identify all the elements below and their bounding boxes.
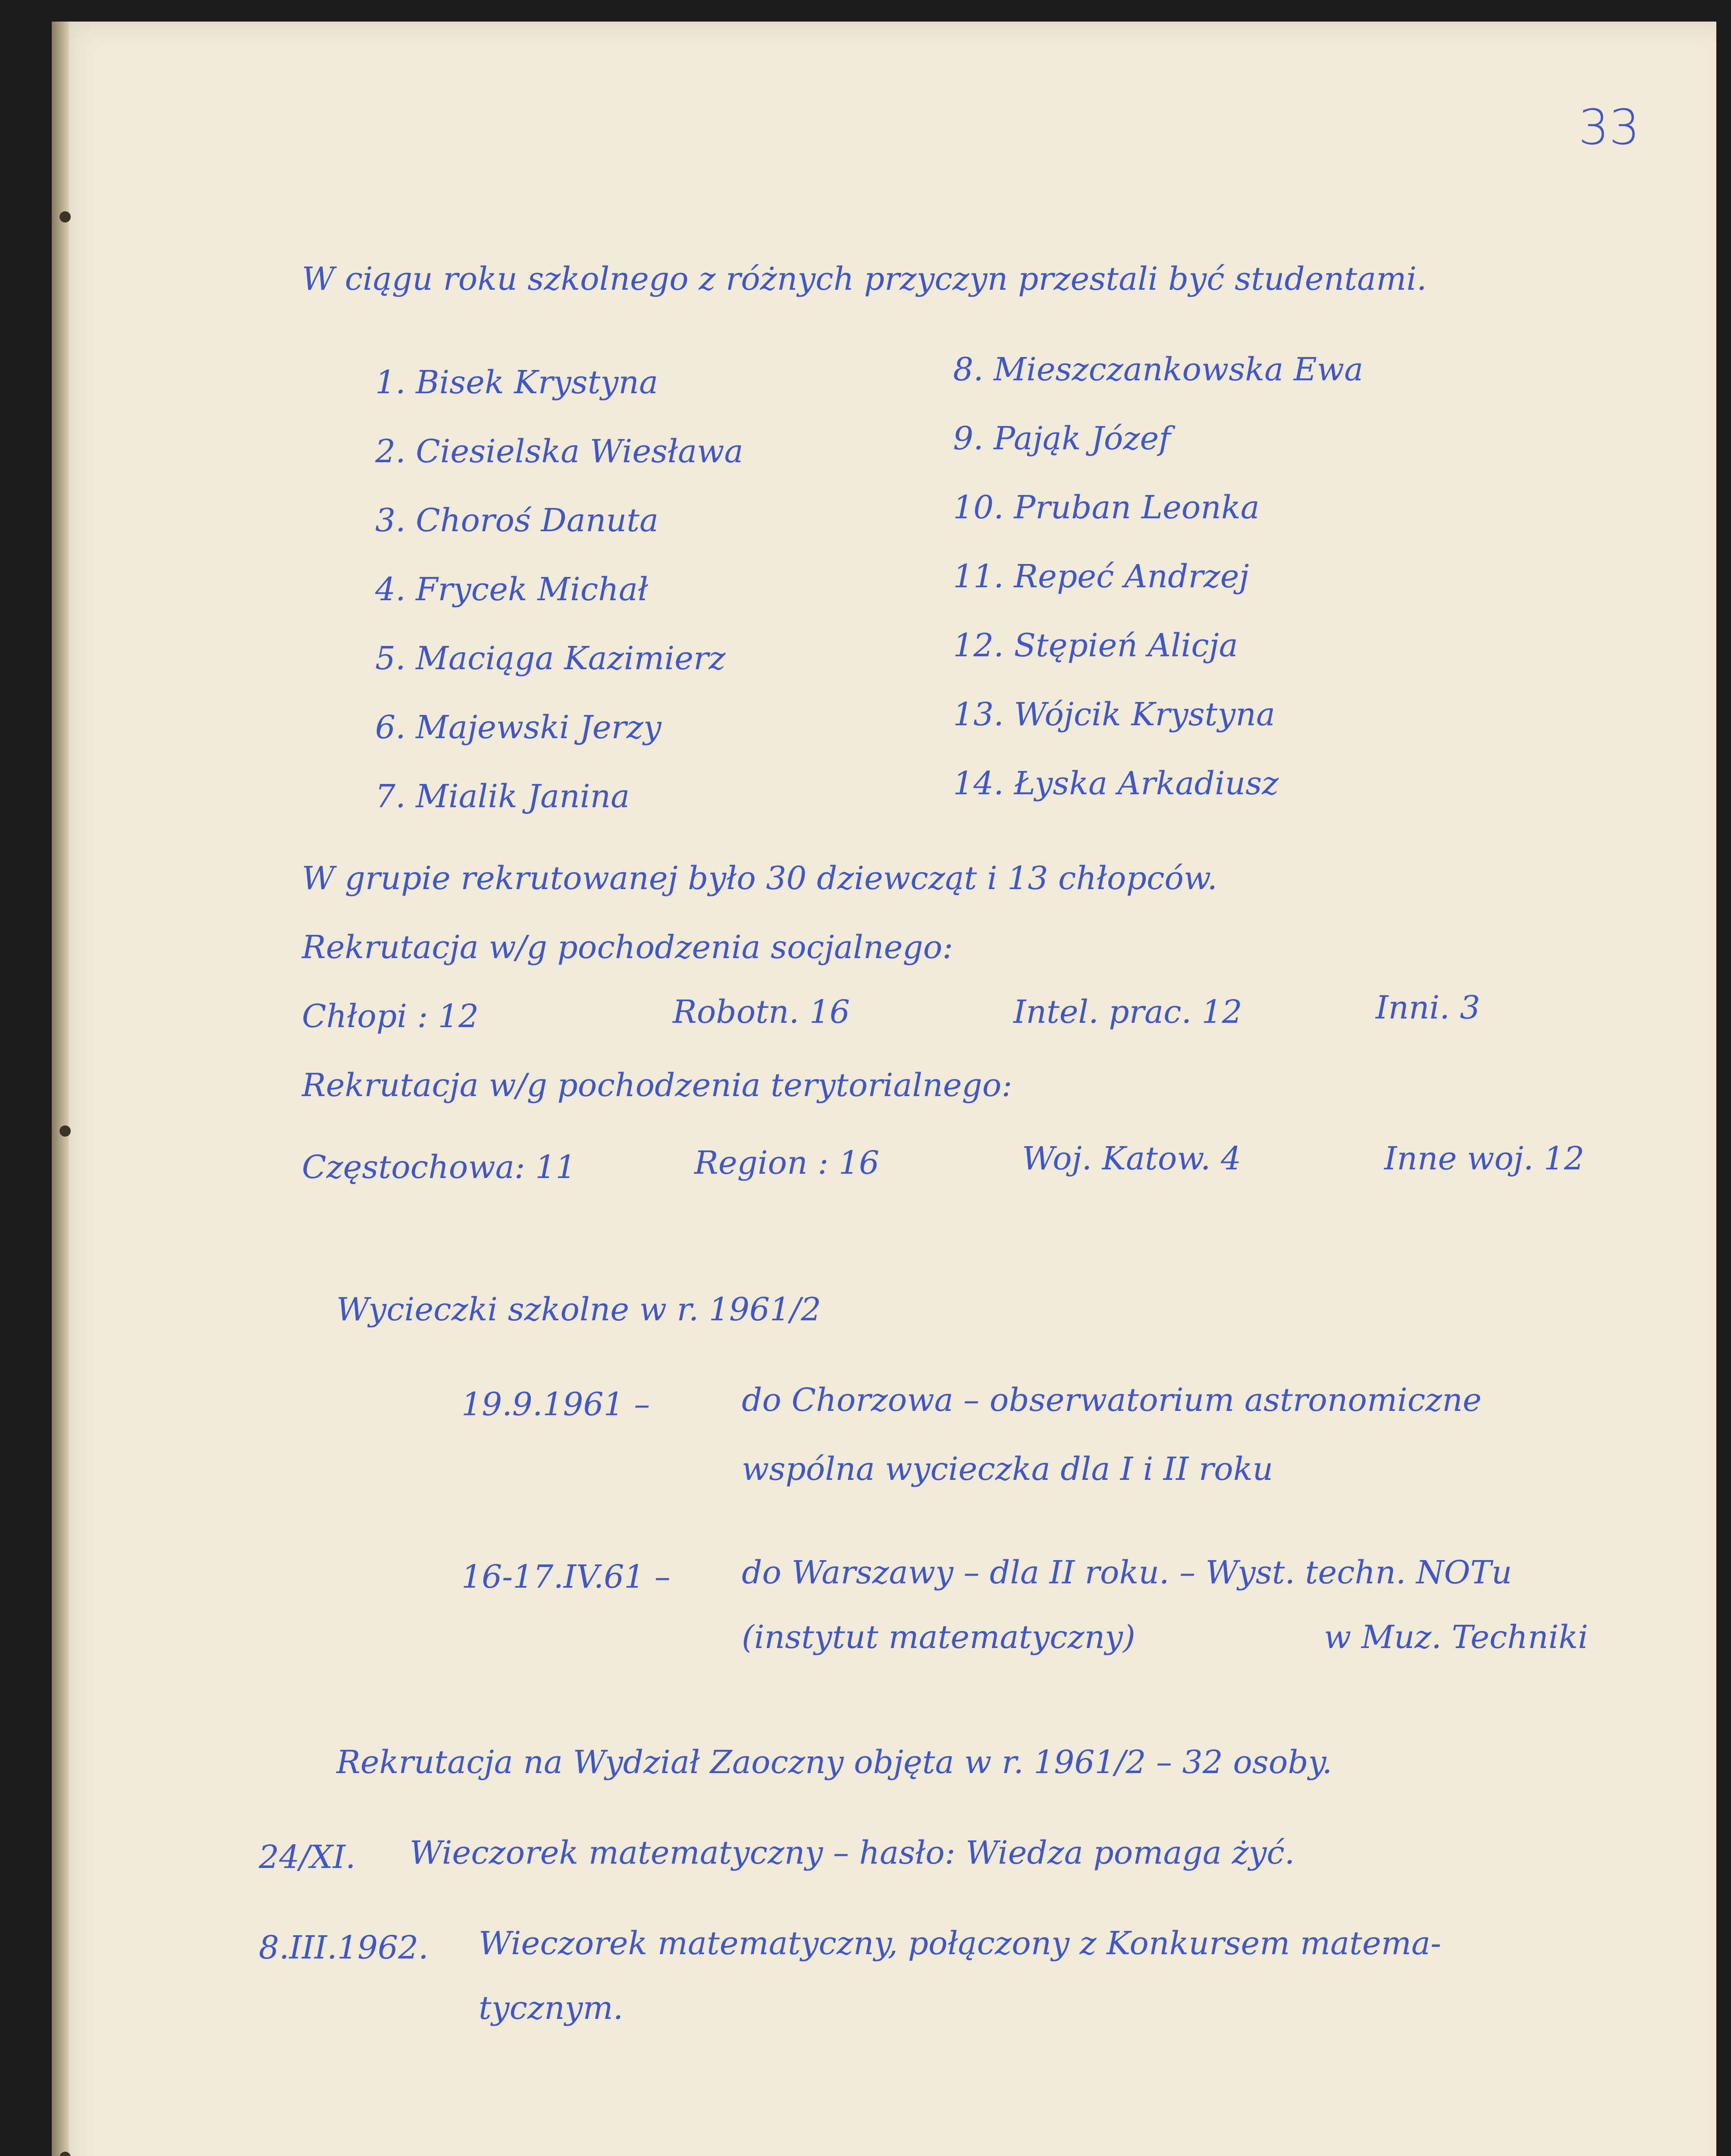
extramural-note: Rekrutacja na Wydział Zaoczny objęta w r. 1961/2 – 32 osoby.: [336, 1744, 1333, 1781]
social-label: Intel. prac.: [1013, 993, 1192, 1031]
event-date: 24/XI.: [259, 1839, 356, 1876]
event-text: Wieczorek matematyczny – hasło: Wiedza pomaga żyć.: [410, 1834, 1295, 1871]
binding-hole: [60, 211, 71, 222]
territorial-item: [302, 1149, 576, 1186]
territorial-label: Woj. Katow.: [1022, 1140, 1211, 1177]
page-number: 33: [1578, 100, 1640, 156]
territorial-value: 11: [535, 1149, 576, 1186]
student-item: 1. Bisek Krystyna: [375, 364, 659, 401]
student-item: 5. Maciąga Kazimierz: [375, 640, 726, 677]
event-text: tycznym.: [479, 1990, 624, 2027]
social-value: 12: [438, 998, 479, 1035]
territorial-label: Region :: [694, 1144, 829, 1181]
student-item: 6. Majewski Jerzy: [375, 709, 662, 746]
trip-destination: do Chorzowa – obserwatorium astronomiczne: [742, 1382, 1482, 1419]
social-value: 3: [1460, 989, 1480, 1026]
student-item: 10. Pruban Leonka: [953, 489, 1260, 526]
trip-note: (instytut matematyczny): [742, 1619, 1135, 1656]
student-item: 9. Pająk Józef: [953, 420, 1171, 457]
social-item: [673, 993, 850, 1031]
student-item: 3. Choroś Danuta: [375, 502, 659, 539]
student-item: 13. Wójcik Krystyna: [953, 696, 1275, 733]
student-item: 4. Frycek Michał: [375, 571, 648, 608]
student-item: 14. Łyska Arkadiusz: [953, 765, 1279, 802]
social-item: [1376, 989, 1480, 1026]
binding-hole: [60, 1125, 71, 1137]
social-label: Robotn.: [673, 993, 800, 1031]
trip-note: wspólna wycieczka dla I i II roku: [742, 1451, 1273, 1488]
page-binding: [52, 22, 69, 2156]
territorial-value: 4: [1220, 1140, 1241, 1177]
social-item: [302, 998, 479, 1035]
territorial-value: 16: [838, 1144, 879, 1181]
heading: W ciągu roku szkolnego z różnych przyczyn przestali być studentami.: [302, 260, 1427, 298]
territorial-label: Inne woj.: [1384, 1140, 1534, 1177]
student-item: 2. Ciesielska Wiesława: [375, 433, 743, 470]
student-item: 7. Mialik Janina: [375, 778, 630, 815]
social-value: 12: [1201, 993, 1242, 1031]
territorial-label: Częstochowa:: [302, 1149, 525, 1186]
notebook-page: [52, 22, 1716, 2156]
territorial-value: 12: [1543, 1140, 1584, 1177]
social-heading: Rekrutacja w/g pochodzenia socjalnego:: [302, 929, 953, 966]
territorial-heading: Rekrutacja w/g pochodzenia terytorialnego:: [302, 1067, 1013, 1104]
trip-note: w Muz. Techniki: [1324, 1619, 1588, 1656]
territorial-item: [1022, 1140, 1241, 1177]
trips-heading: Wycieczki szkolne w r. 1961/2: [336, 1291, 822, 1328]
social-value: 16: [809, 993, 850, 1031]
student-item: 12. Stępień Alicja: [953, 627, 1238, 664]
group-summary: W grupie rekrutowanej było 30 dziewcząt i 13 chłopców.: [302, 860, 1217, 897]
territorial-item: [1384, 1140, 1584, 1177]
social-label: Chłopi :: [302, 998, 428, 1035]
territorial-item: [694, 1144, 879, 1181]
student-item: 8. Mieszczankowska Ewa: [953, 351, 1364, 388]
event-text: Wieczorek matematyczny, połączony z Konkursem matema-: [479, 1925, 1441, 1962]
student-item: 11. Repeć Andrzej: [953, 558, 1249, 595]
social-item: [1013, 993, 1242, 1031]
social-label: Inni.: [1376, 989, 1450, 1026]
trip-destination: do Warszawy – dla II roku. – Wyst. techn. NOTu: [742, 1554, 1512, 1591]
event-date: 8.III.1962.: [259, 1929, 429, 1966]
trip-date: 19.9.1961 –: [461, 1386, 650, 1423]
trip-date: 16-17.IV.61 –: [461, 1558, 671, 1595]
